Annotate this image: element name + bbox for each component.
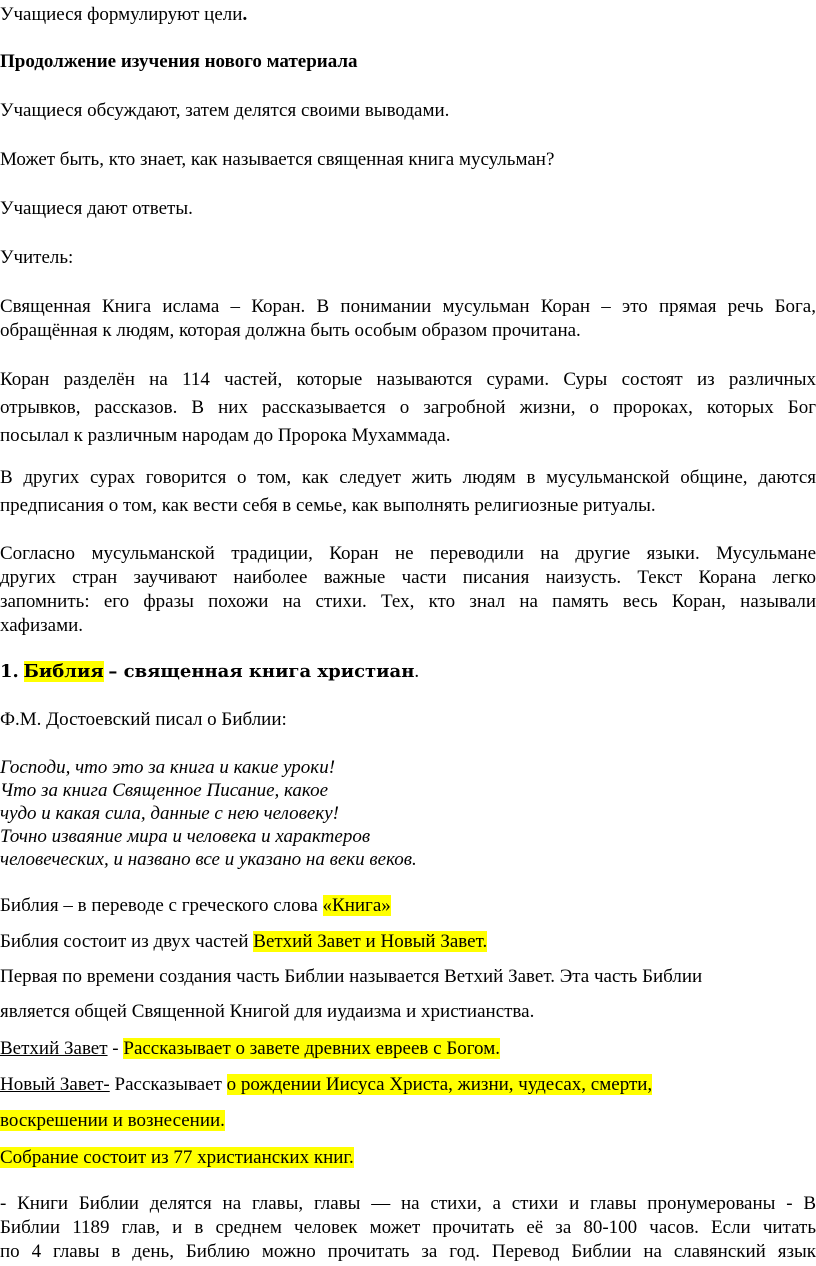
new-testament-definition [0,1072,816,1097]
quran-other-line: В других сурах говорится о том, как следует жить людям в мусульманской общине, даются [0,467,816,488]
section-heading: Продолжение изучения нового материала [0,51,358,72]
quran-parts-line: Коран разделён на 114 частей, которые называются сурами. Суры состоят из различных [0,369,816,390]
heading-dot: . [414,661,420,682]
heading-bible-highlight: Библия [23,661,104,682]
new-testament-highlight: о рождении Иисуса Христа, жизни, чудесах, смерти, [226,1074,653,1095]
goals-text: Учащиеся формулируют цели [0,4,243,25]
dostoevsky-line: Ф.М. Достоевский писал о Библии: [0,709,287,730]
quran-tradition-line: других стран заучивают наиболее важные части писания наизусть. Текст Корана легко [0,567,816,588]
quran-tradition-line: хафизами. [0,615,84,636]
new-testament-term: Новый Завет- [0,1074,110,1095]
heading-number: 1. [0,661,19,682]
quran-parts-line: отрывков, рассказов. В них рассказывается о загробной жизни, о пророках, которых Бог [0,397,816,418]
answers-paragraph: Учащиеся дают ответы. [0,198,193,219]
chapters-line: по 4 главы в день, Библию можно прочитать за год. Перевод Библии на славянский язык [0,1241,816,1262]
translation-highlight: «Книга» [322,895,391,916]
old-testament-sep: - [107,1038,124,1059]
quran-intro-line: Священная Книга ислама – Коран. В понимании мусульман Коран – это прямая речь Бога, [0,296,816,317]
quran-other-line: предписания о том, как вести себя в семье, как выполнять религиозные ритуалы. [0,495,656,516]
chapters-line: Библии 1189 глав, и в среднем человек может прочитать её за 80-100 часов. Если читать [0,1217,816,1238]
old-testament-info-line: Первая по времени создания часть Библии называется Ветхий Завет. Эта часть Библии [0,966,703,987]
quran-tradition-line: запомнить: его фразы похожи на стихи. Тех, кто знал на память весь Коран, называли [0,591,816,612]
chapters-line: - Книги Библии делятся на главы, главы — на стихи, а стихи и главы пронумерованы - В [0,1193,816,1214]
goals-dot: . [242,4,248,25]
bible-heading [0,659,816,684]
new-testament-highlight: воскрешении и вознесении. [0,1110,225,1131]
bible-translation-line [0,893,816,918]
quote-line: Точно изваяние мира и человека и характеров [0,826,371,847]
quran-tradition-line: Согласно мусульманской традиции, Коран не переводили на другие языки. Мусульмане [0,543,816,564]
collection-highlight: Собрание состоит из 77 христианских книг. [0,1147,354,1168]
collection-line [0,1145,816,1170]
discuss-paragraph: Учащиеся обсуждают, затем делятся своими выводами. [0,100,450,121]
quote-line: Господи, что это за книга и какие уроки! [0,757,336,778]
goals-line [0,2,816,27]
translation-text: Библия – в переводе с греческого слова [0,895,323,916]
question-paragraph: Может быть, кто знает, как называется священная книга мусульман? [0,149,555,170]
bible-parts-line [0,929,816,954]
old-testament-highlight: Рассказывает о завете древних евреев с Богом. [123,1038,500,1059]
old-testament-term: Ветхий Завет [0,1038,108,1059]
quote-line: Что за книга Священное Писание, какое [0,780,329,801]
quran-parts-line: посылал к различным народам до Пророка Мухаммада. [0,425,451,446]
new-testament-text: Рассказывает [109,1074,227,1095]
teacher-label: Учитель: [0,247,74,268]
old-testament-info-line: является общей Священной Книгой для иудаизма и христианства. [0,1001,535,1022]
old-testament-definition [0,1036,816,1061]
quote-line: чудо и какая сила, данные с нею человеку! [0,803,339,824]
new-testament-continuation [0,1108,816,1133]
heading-rest: – священная книга христиан [108,661,415,682]
quran-intro-line: обращённая к людям, которая должна быть особым образом прочитана. [0,320,581,341]
parts-text: Библия состоит из двух частей [0,931,254,952]
parts-highlight: Ветхий Завет и Новый Завет. [253,931,488,952]
quote-line: человеческих, и названо все и указано на веки веков. [0,849,417,870]
